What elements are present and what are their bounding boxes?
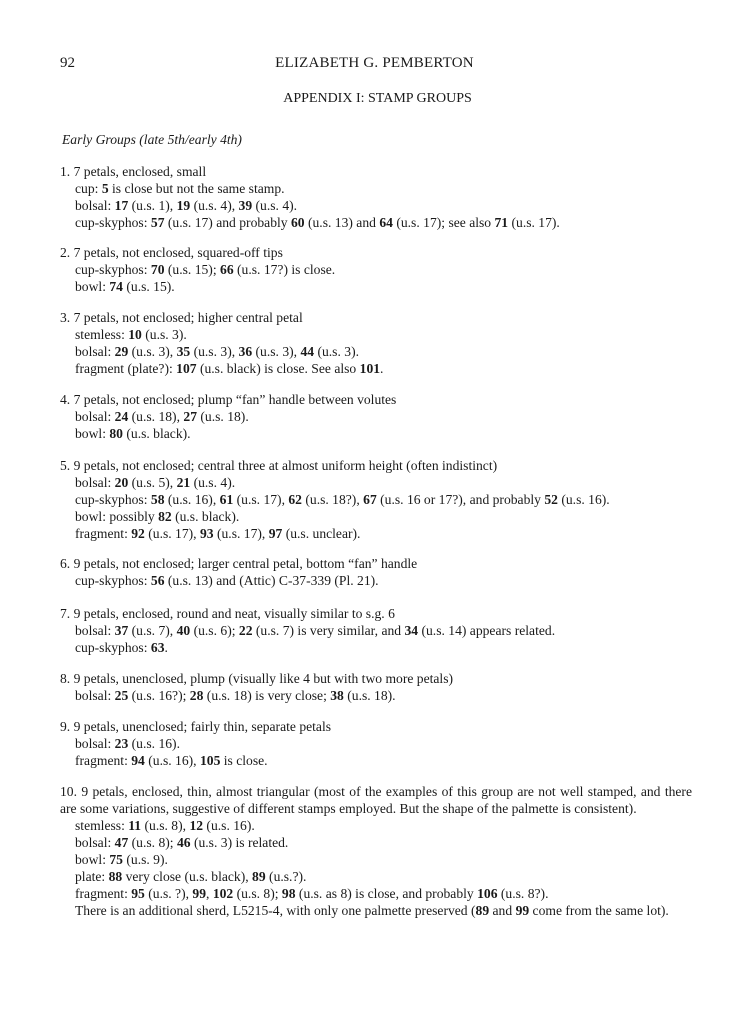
group-entry: bowl: 75 (u.s. 9). bbox=[75, 852, 168, 867]
group-entry: bolsal: 29 (u.s. 3), 35 (u.s. 3), 36 (u.s. 3), 44 (u.s. 3). bbox=[75, 344, 359, 359]
group-heading: 5. 9 petals, not enclosed; central three at almost uniform height (often indistinct) bbox=[60, 458, 498, 473]
group-entry: cup-skyphos: 70 (u.s. 15); 66 (u.s. 17?) is close. bbox=[75, 262, 336, 277]
group-entry: bolsal: 20 (u.s. 5), 21 (u.s. 4). bbox=[75, 475, 236, 490]
group-entry: bolsal: 47 (u.s. 8); 46 (u.s. 3) is related. bbox=[75, 835, 289, 850]
group-entry: bolsal: 24 (u.s. 18), 27 (u.s. 18). bbox=[75, 409, 249, 424]
group-heading: 3. 7 petals, not enclosed; higher central petal bbox=[60, 310, 303, 325]
stamp-group bbox=[60, 163, 692, 231]
page-number: 92 bbox=[60, 55, 75, 71]
group-entry: bolsal: 37 (u.s. 7), 40 (u.s. 6); 22 (u.s. 7) is very similar, and 34 (u.s. 14) appears related. bbox=[75, 623, 556, 638]
group-entry: plate: 88 very close (u.s. black), 89 (u.s.?). bbox=[75, 869, 307, 884]
stamp-group bbox=[60, 605, 692, 656]
group-heading: 2. 7 petals, not enclosed, squared-off tips bbox=[60, 245, 283, 260]
group-heading: 1. 7 petals, enclosed, small bbox=[60, 164, 207, 179]
group-entry: cup-skyphos: 57 (u.s. 17) and probably 60 (u.s. 13) and 64 (u.s. 17); see also 71 (u.s. 17). bbox=[75, 215, 560, 230]
group-entry: bowl: 80 (u.s. black). bbox=[75, 426, 191, 441]
group-entry: fragment: 92 (u.s. 17), 93 (u.s. 17), 97 (u.s. unclear). bbox=[75, 526, 361, 541]
section-heading: Early Groups (late 5th/early 4th) bbox=[62, 132, 242, 147]
group-entry: stemless: 10 (u.s. 3). bbox=[75, 327, 187, 342]
stamp-group bbox=[60, 783, 692, 919]
stamp-group bbox=[60, 457, 692, 542]
group-entry: fragment: 94 (u.s. 16), 105 is close. bbox=[75, 753, 268, 768]
stamp-group bbox=[60, 718, 692, 769]
group-entry: cup: 5 is close but not the same stamp. bbox=[75, 181, 285, 196]
stamp-group bbox=[60, 309, 692, 377]
group-entry: bolsal: 23 (u.s. 16). bbox=[75, 736, 180, 751]
group-entry: bowl: 74 (u.s. 15). bbox=[75, 279, 175, 294]
group-entry: bowl: possibly 82 (u.s. black). bbox=[75, 509, 240, 524]
running-head: ELIZABETH G. PEMBERTON bbox=[275, 55, 474, 71]
stamp-group bbox=[60, 555, 692, 589]
group-note: There is an additional sherd, L5215-4, with only one palmette preserved (89 and 99 come from the same lot). bbox=[75, 903, 669, 918]
appendix-title: APPENDIX I: STAMP GROUPS bbox=[283, 91, 472, 106]
group-entry: cup-skyphos: 58 (u.s. 16), 61 (u.s. 17), 62 (u.s. 18?), 67 (u.s. 16 or 17?), and probably 52 (u.s. 16). bbox=[75, 492, 610, 507]
group-heading: 4. 7 petals, not enclosed; plump “fan” handle between volutes bbox=[60, 392, 397, 407]
group-entry: bolsal: 25 (u.s. 16?); 28 (u.s. 18) is very close; 38 (u.s. 18). bbox=[75, 688, 396, 703]
group-heading: 7. 9 petals, enclosed, round and neat, visually similar to s.g. 6 bbox=[60, 606, 395, 621]
stamp-group bbox=[60, 391, 692, 442]
group-entry: fragment (plate?): 107 (u.s. black) is close. See also 101. bbox=[75, 361, 384, 376]
stamp-group bbox=[60, 670, 692, 704]
group-heading: 10. 9 petals, enclosed, thin, almost triangular (most of the examples of this group are not well stamped, and there are some variations, suggestive of different stamps employed. But the shape of the palmette is consistent). bbox=[60, 784, 692, 816]
group-heading: 8. 9 petals, unenclosed, plump (visually like 4 but with two more petals) bbox=[60, 671, 454, 686]
group-entry: bolsal: 17 (u.s. 1), 19 (u.s. 4), 39 (u.s. 4). bbox=[75, 198, 298, 213]
stamp-group bbox=[60, 244, 692, 295]
group-entry: cup-skyphos: 56 (u.s. 13) and (Attic) C-37-339 (Pl. 21). bbox=[75, 573, 379, 588]
group-heading: 6. 9 petals, not enclosed; larger central petal, bottom “fan” handle bbox=[60, 556, 418, 571]
group-entry: cup-skyphos: 63. bbox=[75, 640, 168, 655]
group-entry: stemless: 11 (u.s. 8), 12 (u.s. 16). bbox=[75, 818, 255, 833]
group-heading: 9. 9 petals, unenclosed; fairly thin, separate petals bbox=[60, 719, 332, 734]
group-entry: fragment: 95 (u.s. ?), 99, 102 (u.s. 8); 98 (u.s. as 8) is close, and probably 106 (u.s. 8?). bbox=[75, 886, 549, 901]
